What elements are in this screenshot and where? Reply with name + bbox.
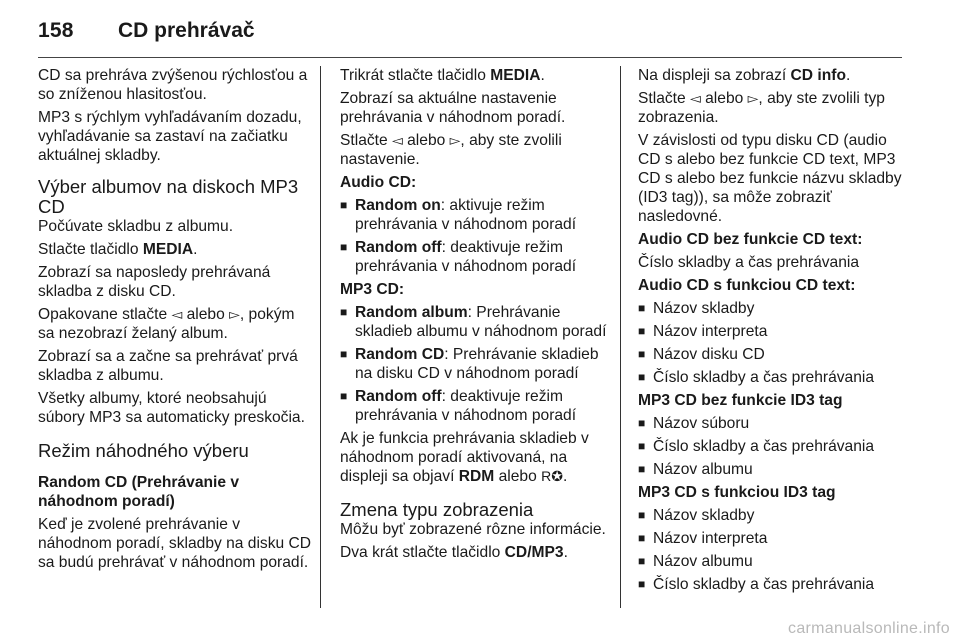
list-item — [340, 387, 610, 425]
list-item — [340, 345, 610, 383]
subheading-audio-with-text: Audio CD s funkciou CD text: — [638, 277, 856, 294]
header-divider — [38, 57, 902, 58]
option-name: Random on — [355, 197, 441, 214]
paragraph: Zobrazí sa naposledy prehrávaná skladba z disku CD. — [38, 264, 271, 300]
subheading-mp3-cd: MP3 CD: — [340, 281, 405, 298]
paragraph: Opakovane stlačte ◅ alebo ▻, pokým sa nezobrazí želaný album. — [38, 306, 295, 342]
option-name: Random off — [355, 388, 442, 405]
bullet-icon: ■ — [638, 462, 646, 476]
bullet-icon: ■ — [638, 508, 646, 522]
button-name-media: MEDIA — [142, 241, 194, 258]
right-arrow-icon: ▻ — [747, 90, 759, 106]
mp3-cd-options-list — [340, 303, 610, 425]
column-2 — [340, 66, 610, 566]
subheading-mp3-with-id3: MP3 CD s funkciou ID3 tag — [638, 484, 836, 501]
list-item-text: : deaktivuje režim prehrávania v náhodnom poradí — [355, 239, 577, 275]
list-item — [638, 460, 910, 479]
section-heading-random: Režim náhodného výberu — [38, 440, 249, 461]
list-item-text: Názov disku CD — [653, 346, 765, 363]
left-arrow-icon: ◅ — [171, 306, 183, 322]
section-heading-albums: Výber albumov na diskoch MP3 CD — [38, 176, 299, 217]
paragraph: Stlačte ◅ alebo ▻, aby ste zvolili nastavenie. — [340, 132, 562, 168]
bullet-icon: ■ — [638, 370, 646, 384]
button-name-cd-mp3: CD/MP3 — [504, 544, 564, 561]
list-item — [638, 345, 910, 364]
option-name: Random CD — [355, 346, 445, 363]
list-item-text: Názov skladby — [653, 507, 755, 524]
subheading-random-cd: Random CD (Prehrávanie v náhodnom poradí) — [38, 474, 240, 510]
left-arrow-icon: ◅ — [392, 132, 403, 148]
list-item-text: Názov albumu — [653, 461, 753, 478]
list-item — [638, 299, 910, 318]
column-divider-2 — [620, 66, 621, 608]
subheading-audio-cd: Audio CD: — [340, 174, 417, 191]
option-name: Random album — [355, 304, 468, 321]
button-name-media: MEDIA — [490, 67, 541, 84]
list-item-text: : Prehrávanie skladieb albumu v náhodnom poradí — [355, 304, 607, 340]
mp3-id3-list — [638, 506, 910, 594]
list-item-text: : deaktivuje režim prehrávania v náhodnom poradí — [355, 388, 577, 424]
list-item — [638, 368, 910, 387]
list-item-text: Názov interpreta — [653, 530, 768, 547]
mp3-no-id3-list — [638, 414, 910, 479]
paragraph: MP3 s rýchlym vyhľadávaním dozadu, vyhľadávanie sa zastaví na začiatku aktuálnej skladby. — [38, 109, 302, 164]
list-item — [638, 552, 910, 571]
paragraph: V závislosti od typu disku CD (audio CD s alebo bez funkcie CD text, MP3 CD s alebo bez funkcie názvu skladby (ID3 tag)), sa môže zobraziť nasledovné. — [638, 132, 902, 225]
left-arrow-icon: ◅ — [690, 90, 701, 106]
list-item-text: Názov súboru — [653, 415, 750, 432]
subheading-mp3-no-id3: MP3 CD bez funkcie ID3 tag — [638, 392, 843, 409]
list-item-text: Číslo skladby a čas prehrávania — [653, 369, 875, 386]
bullet-icon: ■ — [340, 305, 348, 319]
paragraph: Číslo skladby a čas prehrávania — [638, 254, 860, 271]
paragraph: Môžu byť zobrazené rôzne informácie. — [340, 521, 606, 538]
page-header — [0, 0, 960, 58]
bullet-icon: ■ — [638, 301, 646, 315]
page-number: 158 — [38, 19, 74, 42]
column-1 — [38, 66, 314, 576]
right-arrow-icon: ▻ — [229, 306, 240, 322]
list-item — [340, 303, 610, 341]
right-arrow-icon: ▻ — [449, 132, 461, 148]
paragraph: Zobrazí sa a začne sa prehrávať prvá skladba z albumu. — [38, 348, 298, 384]
audio-cd-text-list — [638, 299, 910, 387]
page-title: CD prehrávač — [118, 19, 255, 42]
bullet-icon: ■ — [638, 347, 646, 361]
paragraph: Zobrazí sa aktuálne nastavenie prehrávania v náhodnom poradí. — [340, 90, 566, 126]
bullet-icon: ■ — [638, 554, 646, 568]
list-item-text: Číslo skladby a čas prehrávania — [653, 438, 875, 455]
list-item — [638, 506, 910, 525]
option-name: Random off — [355, 239, 442, 256]
paragraph: CD sa prehráva zvýšenou rýchlosťou a so zníženou hlasitosťou. — [38, 67, 308, 103]
list-item — [638, 437, 910, 456]
list-item — [340, 196, 610, 234]
paragraph: Počúvate skladbu z albumu. — [38, 218, 234, 235]
column-3 — [638, 66, 910, 598]
list-item — [638, 414, 910, 433]
cd-info-label: CD info — [790, 67, 846, 84]
paragraph: Dva krát stlačte tlačidlo CD/MP3. — [340, 544, 568, 561]
bullet-icon: ■ — [638, 324, 646, 338]
list-item-text: Názov albumu — [653, 553, 753, 570]
audio-cd-options-list — [340, 196, 610, 276]
list-item-text: : Prehrávanie skladieb na disku CD v náhodnom poradí — [355, 346, 599, 382]
bullet-icon: ■ — [638, 416, 646, 430]
rdm-indicator: RDM — [458, 468, 495, 485]
bullet-icon: ■ — [638, 531, 646, 545]
subheading-audio-no-text: Audio CD bez funkcie CD text: — [638, 231, 863, 248]
paragraph: Stlačte tlačidlo MEDIA. — [38, 241, 198, 258]
bullet-icon: ■ — [638, 577, 646, 591]
list-item — [638, 575, 910, 594]
list-item-text: Názov skladby — [653, 300, 755, 317]
list-item-text: Názov interpreta — [653, 323, 768, 340]
paragraph: Na displeji sa zobrazí CD info. — [638, 67, 851, 84]
list-item-text: Číslo skladby a čas prehrávania — [653, 576, 875, 593]
list-item — [340, 238, 610, 276]
list-item — [638, 529, 910, 548]
bullet-icon: ■ — [340, 198, 348, 212]
list-item-text: : aktivuje režim prehrávania v náhodnom poradí — [355, 197, 577, 233]
bullet-icon: ■ — [340, 389, 348, 403]
paragraph: Ak je funkcia prehrávania skladieb v náhodnom poradí aktivovaná, na displeji sa objaví RDM alebo R✪. — [340, 430, 589, 485]
paragraph: Trikrát stlačte tlačidlo MEDIA. — [340, 67, 545, 84]
bullet-icon: ■ — [340, 347, 348, 361]
paragraph: Keď je zvolené prehrávanie v náhodnom poradí, skladby na disku CD sa budú prehrávať v náhodnom poradí. — [38, 516, 312, 571]
random-indicator-icon: R✪ — [541, 468, 563, 484]
section-heading-display: Zmena typu zobrazenia — [340, 499, 534, 520]
bullet-icon: ■ — [340, 240, 348, 254]
list-item — [638, 322, 910, 341]
column-divider-1 — [320, 66, 321, 608]
bullet-icon: ■ — [638, 439, 646, 453]
paragraph: Všetky albumy, ktoré neobsahujú súbory MP3 sa automaticky preskočia. — [38, 390, 305, 426]
paragraph: Stlačte ◅ alebo ▻, aby ste zvolili typ zobrazenia. — [638, 90, 885, 126]
watermark: carmanualsonline.info — [788, 620, 950, 637]
